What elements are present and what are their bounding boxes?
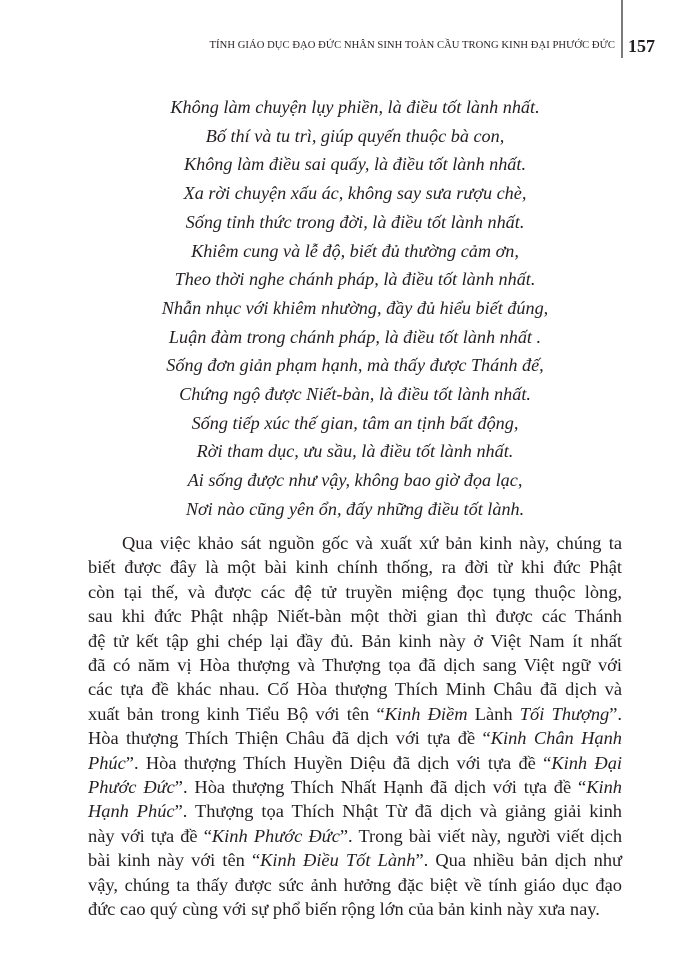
paragraph-line [88, 531, 622, 555]
poem-line: Ai sống được như vậy, không bao giờ đọa lạc, [187, 470, 523, 491]
text-run: Lành [467, 703, 520, 724]
paragraph-line [88, 629, 622, 653]
italic-title-text: Phước Đức [88, 777, 175, 798]
poem-line: Nơi nào cũng yên ổn, đấy những điều tốt lành. [185, 498, 525, 519]
poem-line: Theo thời nghe chánh pháp, là điều tốt lành nhất. [174, 269, 536, 290]
text-run: ”. Qua nhiều bản dịch như [415, 850, 623, 871]
poem-verse [88, 93, 622, 524]
italic-title-text: Kinh Chân Hạnh [490, 728, 622, 749]
poem-line: Rời tham dục, ưu sầu, là điều tốt lành nhất. [196, 441, 514, 462]
text-run: đức cao quý cùng với sự phổ biến rộng lớn của bản kinh này xưa nay. [88, 899, 600, 920]
paragraph-line [88, 677, 622, 701]
paragraph-line [88, 604, 622, 628]
text-run: biết được đây là một bài kinh chính thống, ra đời từ khi đức Phật [88, 557, 622, 578]
poem-line: Sống tỉnh thức trong đời, là điều tốt lành nhất. [185, 211, 525, 232]
poem-line: Nhẫn nhục với khiêm nhường, đầy đủ hiểu biết đúng, [161, 297, 549, 318]
text-run: ”. Trong bài viết này, người viết dịch [339, 825, 623, 846]
poem-line: Sống tiếp xúc thế gian, tâm an tịnh bất động, [191, 412, 519, 433]
poem-line: Luận đàm trong chánh pháp, là điều tốt lành nhất . [168, 326, 542, 347]
paragraph-line [88, 775, 622, 799]
poem-line: Xa rời chuyện xấu ác, không say sưa rượu chè, [183, 183, 527, 204]
italic-title-text: Kinh Đại [551, 752, 623, 773]
poem-line: Bố thí và tu trì, giúp quyến thuộc bà con, [205, 125, 505, 146]
paragraph-line [88, 799, 622, 823]
paragraph-line [88, 580, 622, 604]
paragraph-line [88, 702, 622, 726]
italic-title-text: Tối Thượng [519, 703, 610, 724]
text-run: ”. [609, 703, 623, 724]
poem-line: Khiêm cung và lễ độ, biết đủ thường cảm ơn, [191, 240, 519, 261]
italic-title-text: Kinh Phước Đức [211, 825, 340, 846]
italic-title-text: Phúc [88, 752, 126, 773]
italic-title-text: Kinh [586, 777, 622, 798]
text-run: đã có năm vị Hòa thượng và Thượng tọa đã dịch sang Việt ngữ với [88, 655, 622, 676]
running-title: TÍNH GIÁO DỤC ĐẠO ĐỨC NHÂN SINH TOÀN CẦU TRONG KINH ĐẠI PHƯỚC ĐỨC [209, 40, 615, 51]
paragraph-line [88, 824, 622, 848]
text-run: đệ tử kết tập ghi chép lại đầy đủ. Bản kinh này ở Việt Nam ít nhất [88, 630, 622, 651]
paragraph-line [88, 873, 622, 897]
text-run: này với tựa đề “ [88, 825, 212, 846]
italic-title-text: Hạnh Phúc [88, 801, 175, 822]
paragraph-line [88, 726, 622, 750]
paragraph-line [88, 555, 622, 579]
text-run: còn tại thế, và được các đệ tử truyền miệng đọc tụng thuộc lòng, [88, 581, 622, 602]
poem-line: Chứng ngộ được Niết-bàn, là điều tốt lành nhất. [179, 384, 531, 405]
italic-title-text: Kinh Điều Tốt Lành [260, 850, 416, 871]
page-number: 157 [628, 36, 655, 56]
text-run: ”. Hòa thượng Thích Huyền Diệu đã dịch với tựa đề “ [125, 752, 552, 773]
text-run: vậy, chúng ta thấy được sức ảnh hưởng đặc biệt về tính giáo dục đạo [88, 874, 622, 895]
poem-line: Không làm chuyện lụy phiền, là điều tốt lành nhất. [170, 97, 540, 117]
paragraph-line [88, 653, 622, 677]
paragraph-line [88, 751, 622, 775]
text-run: bài kinh này với tên “ [88, 850, 261, 871]
text-run: Qua việc khảo sát nguồn gốc và xuất xứ bản kinh này, chúng ta [122, 533, 622, 553]
body-paragraph [88, 531, 622, 922]
text-run: ”. Hòa thượng Thích Nhất Hạnh đã dịch với tựa đề “ [174, 777, 587, 798]
text-run: ”. Thượng tọa Thích Nhật Từ đã dịch và giảng giải kinh [174, 801, 622, 822]
text-run: các tựa đề khác nhau. Cố Hòa thượng Thích Minh Châu đã dịch và [88, 679, 622, 700]
paragraph-line [88, 848, 622, 872]
text-run: xuất bản trong kinh Tiểu Bộ với tên “ [88, 703, 385, 724]
paragraph-line [88, 897, 622, 921]
text-run: sau khi đức Phật nhập Niết-bàn một thời gian thì được các Thánh [88, 606, 622, 627]
italic-title-text: Kinh Điềm [384, 703, 468, 724]
header-divider [621, 0, 623, 58]
text-run: Hòa thượng Thích Thiện Châu đã dịch với tựa đề “ [88, 728, 491, 749]
poem-line: Sống đơn giản phạm hạnh, mà thấy được Thánh đế, [166, 355, 544, 376]
poem-line: Không làm điều sai quấy, là điều tốt lành nhất. [183, 154, 527, 175]
